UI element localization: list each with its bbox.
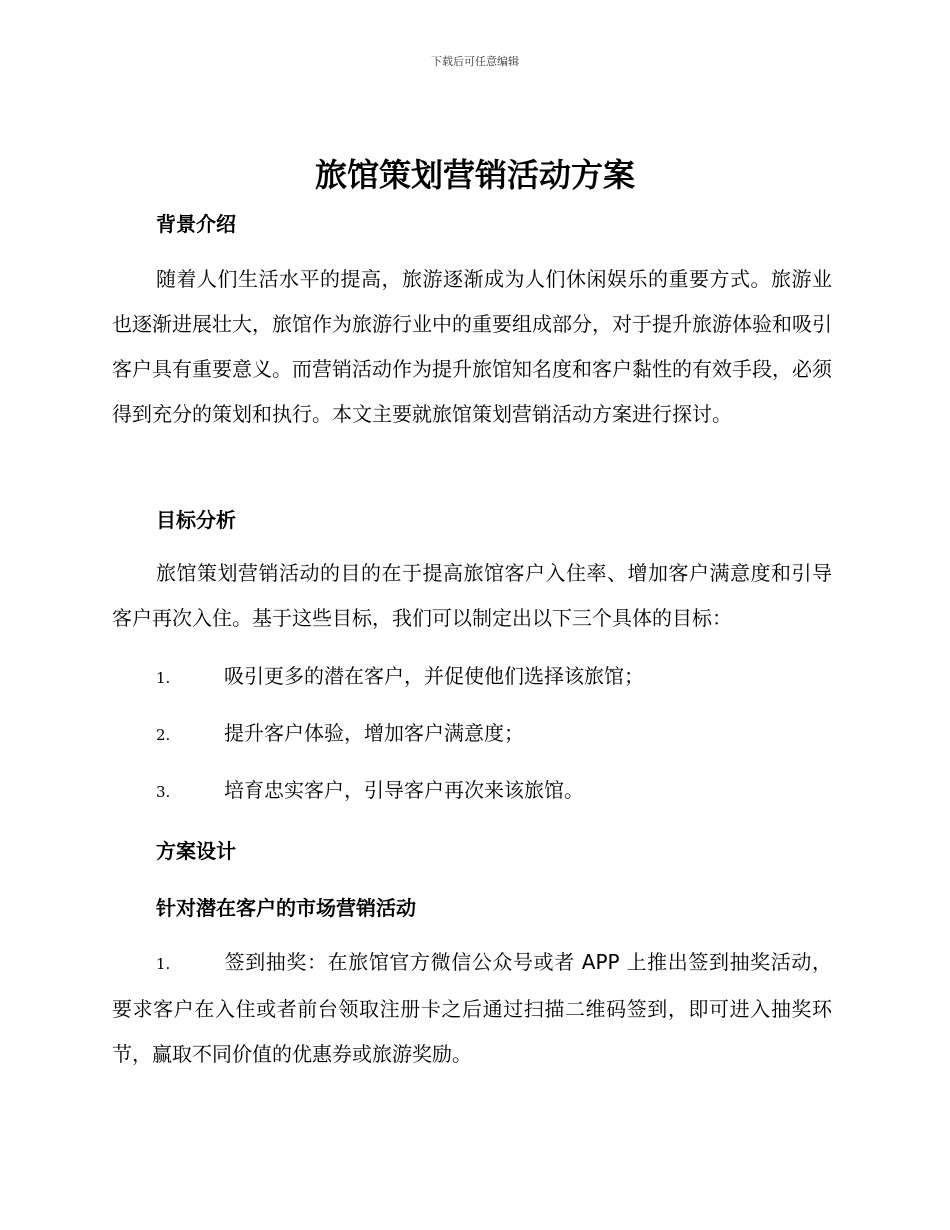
list-number: 3. (156, 783, 171, 801)
goals-paragraph: 旅馆策划营销活动的目的在于提高旅馆客户入住率、增加客户满意度和引导客户再次入住。基于这些目标，我们可以制定出以下三个具体的目标： (112, 561, 832, 630)
list-item-text: 吸引更多的潜在客户，并促使他们选择该旅馆； (224, 664, 644, 688)
list-number: 1. (156, 955, 171, 973)
section-subheading-marketing: 针对潜在客户的市场营销活动 (156, 896, 416, 920)
background-paragraph: 随着人们生活水平的提高，旅游逐渐成为人们休闲娱乐的重要方式。旅游业也逐渐进展壮大，旅馆作为旅游行业中的重要组成部分，对于提升旅游体验和吸引客户具有重要意义。而营销活动作为提升旅馆知名度和客户黏性的有效手段，必须得到充分的策划和执行。本文主要就旅馆策划营销活动方案进行探讨。 (112, 267, 832, 426)
goal-list-item (156, 662, 644, 692)
header-note: 下载后可任意编辑 (431, 55, 519, 68)
list-number: 2. (156, 726, 171, 744)
section-heading-background: 背景介绍 (156, 212, 236, 236)
list-item-text: 提升客户体验，增加客户满意度； (224, 721, 524, 745)
document-title: 旅馆策划营销活动方案 (314, 156, 635, 194)
design-list-item (112, 940, 832, 1077)
goal-list-item (156, 719, 524, 749)
section-heading-goals: 目标分析 (156, 508, 236, 532)
list-item-text: 签到抽奖：在旅馆官方微信公众号或者 APP 上推出签到抽奖活动，要求客户在入住或者前台领取注册卡之后通过扫描二维码签到，即可进入抽奖环节，赢取不同价值的优惠券或旅游奖励。 (112, 950, 832, 1066)
section-heading-design: 方案设计 (156, 839, 236, 863)
goal-list-item (156, 776, 584, 806)
list-item-text: 培育忠实客户，引导客户再次来该旅馆。 (224, 778, 584, 802)
list-number: 1. (156, 669, 171, 687)
